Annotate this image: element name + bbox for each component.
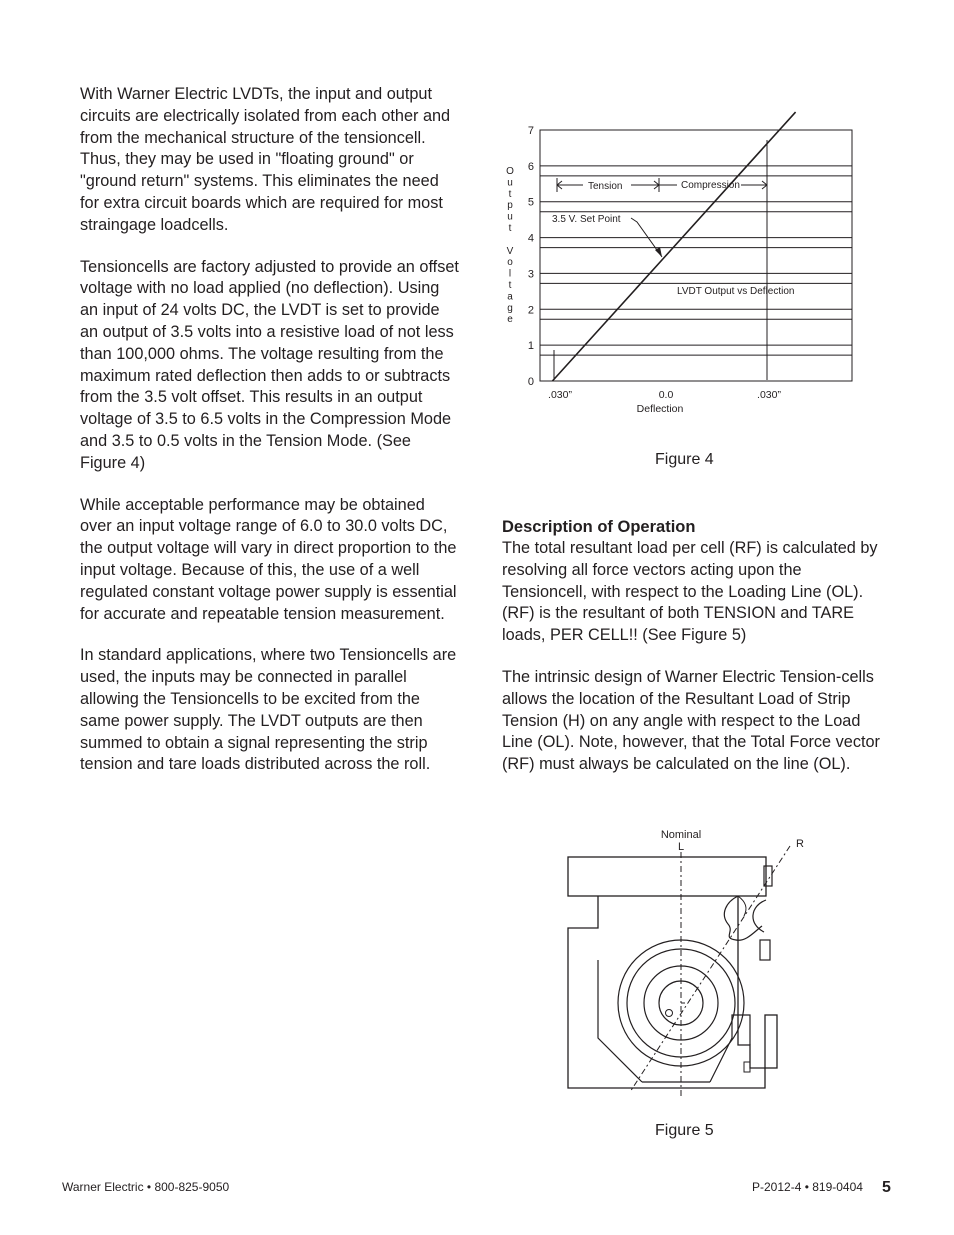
footer-document-number: P-2012-4 • 819-0404: [752, 1180, 863, 1194]
y-tick-label: 1: [527, 340, 534, 353]
curve-label: LVDT Output vs Deflection: [677, 286, 795, 297]
connector-pin: [744, 1062, 750, 1072]
x-tick-left: .030”: [548, 389, 572, 401]
y-tick-label: 5: [527, 196, 534, 209]
tension-label: Tension: [588, 181, 623, 192]
series-line-lvdt-output: [552, 112, 795, 381]
r-label: R: [796, 838, 804, 850]
housing-chamfer-left: [598, 960, 642, 1082]
y-axis-label-letter: u: [507, 177, 513, 189]
y-axis-label-letter: l: [508, 268, 512, 280]
y-tick-label: 2: [527, 304, 534, 317]
top-plate-tab: [764, 866, 772, 886]
flexure-arc: [753, 900, 766, 932]
figure-4-chart: [495, 100, 875, 430]
compression-arrow-head: [654, 181, 659, 185]
section-heading: Description of Operation: [502, 518, 696, 536]
y-tick-label: 0: [527, 376, 534, 388]
x-tick-center: 0.0: [658, 389, 674, 401]
y-axis-label-letter: t: [508, 280, 512, 291]
y-axis-label-letter: V: [506, 245, 514, 257]
y-axis-label-letter: a: [507, 291, 513, 303]
page-number: 5: [882, 1179, 891, 1196]
compression-label: Compression: [681, 180, 740, 191]
nominal-label: Nominal: [660, 829, 702, 841]
y-axis-label-letter: t: [508, 188, 512, 200]
footer-company: Warner Electric • 800-825-9050: [62, 1180, 230, 1194]
compression-arrow-end-lower: [762, 185, 767, 189]
y-axis-label-letter: e: [507, 314, 513, 326]
y-axis-label-letter: u: [507, 211, 513, 223]
paragraph-standard-applications: In standard applications, where two Tensioncells are used, the inputs may be connected in parallel allowing the Tensioncells to be excited from the same power supply. The LVDT outputs are then summed to obtain a signal representing the strip tension and tare loads distributed across the roll.: [80, 646, 457, 774]
y-tick-label: 4: [527, 232, 534, 245]
y-axis-label-letter: t: [508, 223, 512, 234]
top-plate: [568, 857, 766, 896]
resultant-line: [630, 846, 790, 1092]
l-label: L: [677, 841, 685, 853]
paragraph-offset-voltage: Tensioncells are factory adjusted to provide an offset voltage with no load applied (no deflection). Using an input of 24 volts DC, the LVDT is set to provide an output of 3.5 volts into a resistive load of not less than 100,000 ohms. The voltage resulting from the maximum rated deflection then adds to or subtracts from the 3.5 volt offset. This results in an output voltage of 3.5 to 6.5 volts in the Compression Mode and 3.5 to 0.5 volts in the Tension Mode. (See Figure 4): [80, 257, 459, 472]
flexure-relief: [738, 896, 746, 916]
paragraph-intrinsic-design: The intrinsic design of Warner Electric Tension-cells allows the location of the Resultant Load of Strip Tension (H) on any angle with respect to the Load Line (OL). Note, however, that the Total Force vector (RF) must always be calculated on the line (OL).: [502, 667, 880, 774]
set-point-label: 3.5 V. Set Point: [552, 214, 621, 225]
compression-arrow-end: [762, 181, 767, 185]
y-tick-label: 6: [527, 160, 534, 173]
y-axis-label-letter: o: [507, 257, 513, 269]
figure-5-caption: Figure 5: [655, 1122, 714, 1139]
connector-block: [765, 1015, 777, 1068]
paragraph-lvdt-isolation: With Warner Electric LVDTs, the input and output circuits are electrically isolated from each other and from the mechanical structure of the tensioncell. Thus, they may be used in "floating ground" or "ground return" systems. This eliminates the need for extra circuit boards which are required for most straingage loadcells.: [80, 85, 451, 234]
left-column: [80, 84, 460, 796]
x-axis-label: Deflection: [636, 403, 684, 415]
tension-arrow-head: [557, 181, 562, 185]
figure-4-caption: Figure 4: [655, 451, 714, 468]
x-tick-right: .030”: [757, 389, 781, 401]
side-tab-upper: [760, 940, 770, 960]
y-axis-label-letter: O: [506, 166, 514, 177]
right-column: [502, 516, 882, 796]
y-tick-label: 3: [527, 268, 534, 281]
y-axis-label-letter: g: [507, 302, 513, 314]
pivot-hole: [666, 1010, 673, 1017]
tension-arrow-head-lower: [557, 185, 562, 189]
paragraph-resultant-load: The total resultant load per cell (RF) is calculated by resolving all force vectors acting upon the Tensioncell, with respect to the Loading Line (OL). (RF) is the resultant of both TENSION and TARE loads, PER CELL!! (See Figure 5): [502, 539, 878, 645]
figure-5-diagram: [550, 820, 810, 1100]
y-tick-label: 7: [527, 125, 534, 137]
paragraph-input-voltage: While acceptable performance may be obtained over an input voltage range of 6.0 to 30.0 volts DC, the output voltage will vary in direct proportion to the input voltage. Because of this, the use of a well regulated constant voltage power supply is essential for accurate and repeatable tension measurement.: [80, 495, 457, 623]
y-axis-label-letter: p: [507, 200, 513, 212]
compression-arrow-head-lower: [654, 185, 659, 189]
